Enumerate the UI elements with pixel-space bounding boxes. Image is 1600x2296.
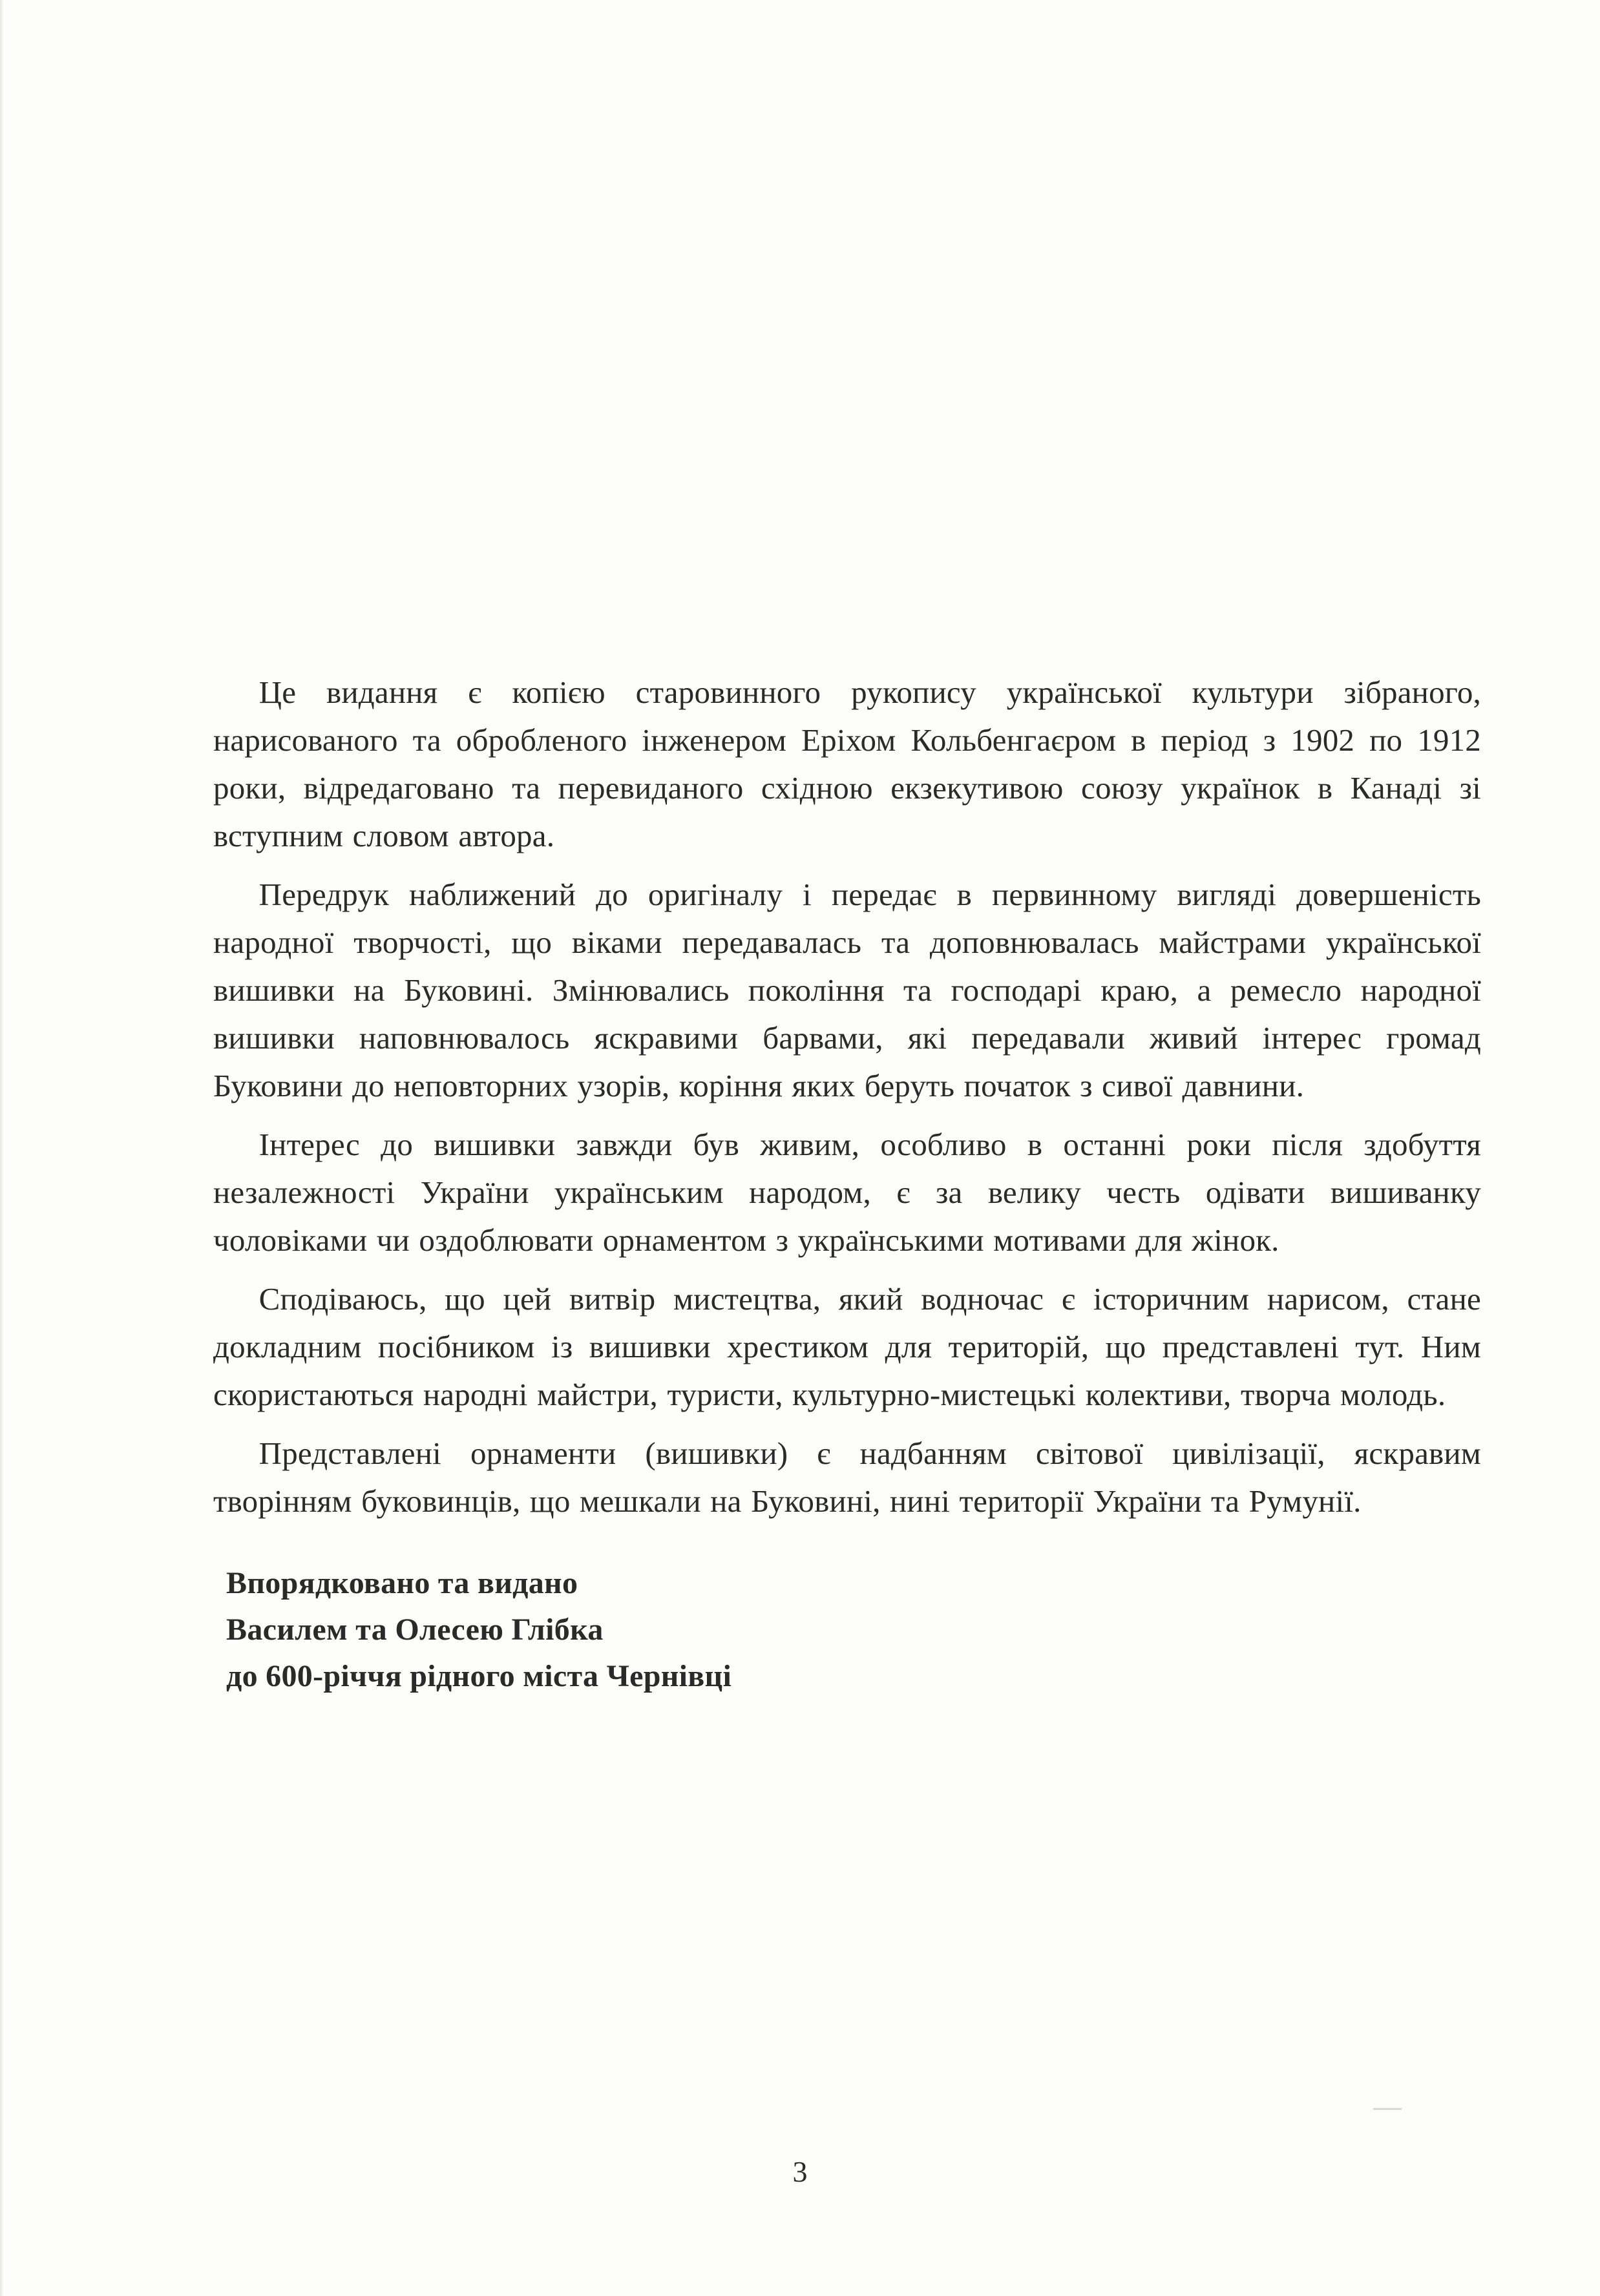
credit-line-2: Василем та Олесею Глібка [226, 1612, 604, 1647]
scan-mark [1373, 2108, 1402, 2110]
paragraph-1: Це видання є копією старовинного рукопису української культури зібраного, нарисованого та обробленого інженером Еріхом Кольбенгаєром в період з 1902 по 1912 роки, відредаговано та перевиданого східною екзекутивою союзу українок в Канаді зі вступним словом автора. [213, 674, 1481, 853]
page-number: 3 [792, 2155, 808, 2188]
scan-edge-shadow [0, 0, 4, 2296]
publisher-credits [226, 1560, 1195, 1700]
paragraph-5: Представлені орнаменти (вишивки) є надбанням світової цивілізації, яскравим творінням буковинців, що мешкали на Буковині, нині території України та Румунії. [213, 1435, 1481, 1519]
paragraph-2: Передрук наближений до оригіналу і передає в первинному вигляді довершеність народної творчості, що віками передавалась та доповнювалась майстрами української вишивки на Буковині. Змінювались покоління та господарі краю, а ремесло народної вишивки наповнювалось яскравими барвами, які передавали живий інтерес громад Буковини до неповторних узорів, коріння яких беруть початок з сивої давнини. [213, 877, 1481, 1103]
paragraph-3: Інтерес до вишивки завжди був живим, особливо в останні роки після здобуття незалежності України українським народом, є за велику честь одівати вишиванку чоловіками чи оздоблювати орнаментом з українськими мотивами для жінок. [213, 1127, 1481, 1258]
credit-line-3: до 600-річчя рідного міста Чернівці [226, 1659, 732, 1693]
paragraph-4: Сподіваюсь, що цей витвір мистецтва, який водночас є історичним нарисом, стане докладним посібником із вишивки хрестиком для територій, що представлені тут. Ним скористаються народні майстри, туристи, культурно-мистецькі колективи, творча молодь. [213, 1281, 1481, 1412]
credit-line-1: Впорядковано та видано [226, 1566, 578, 1600]
foreword-text [213, 669, 1481, 1536]
